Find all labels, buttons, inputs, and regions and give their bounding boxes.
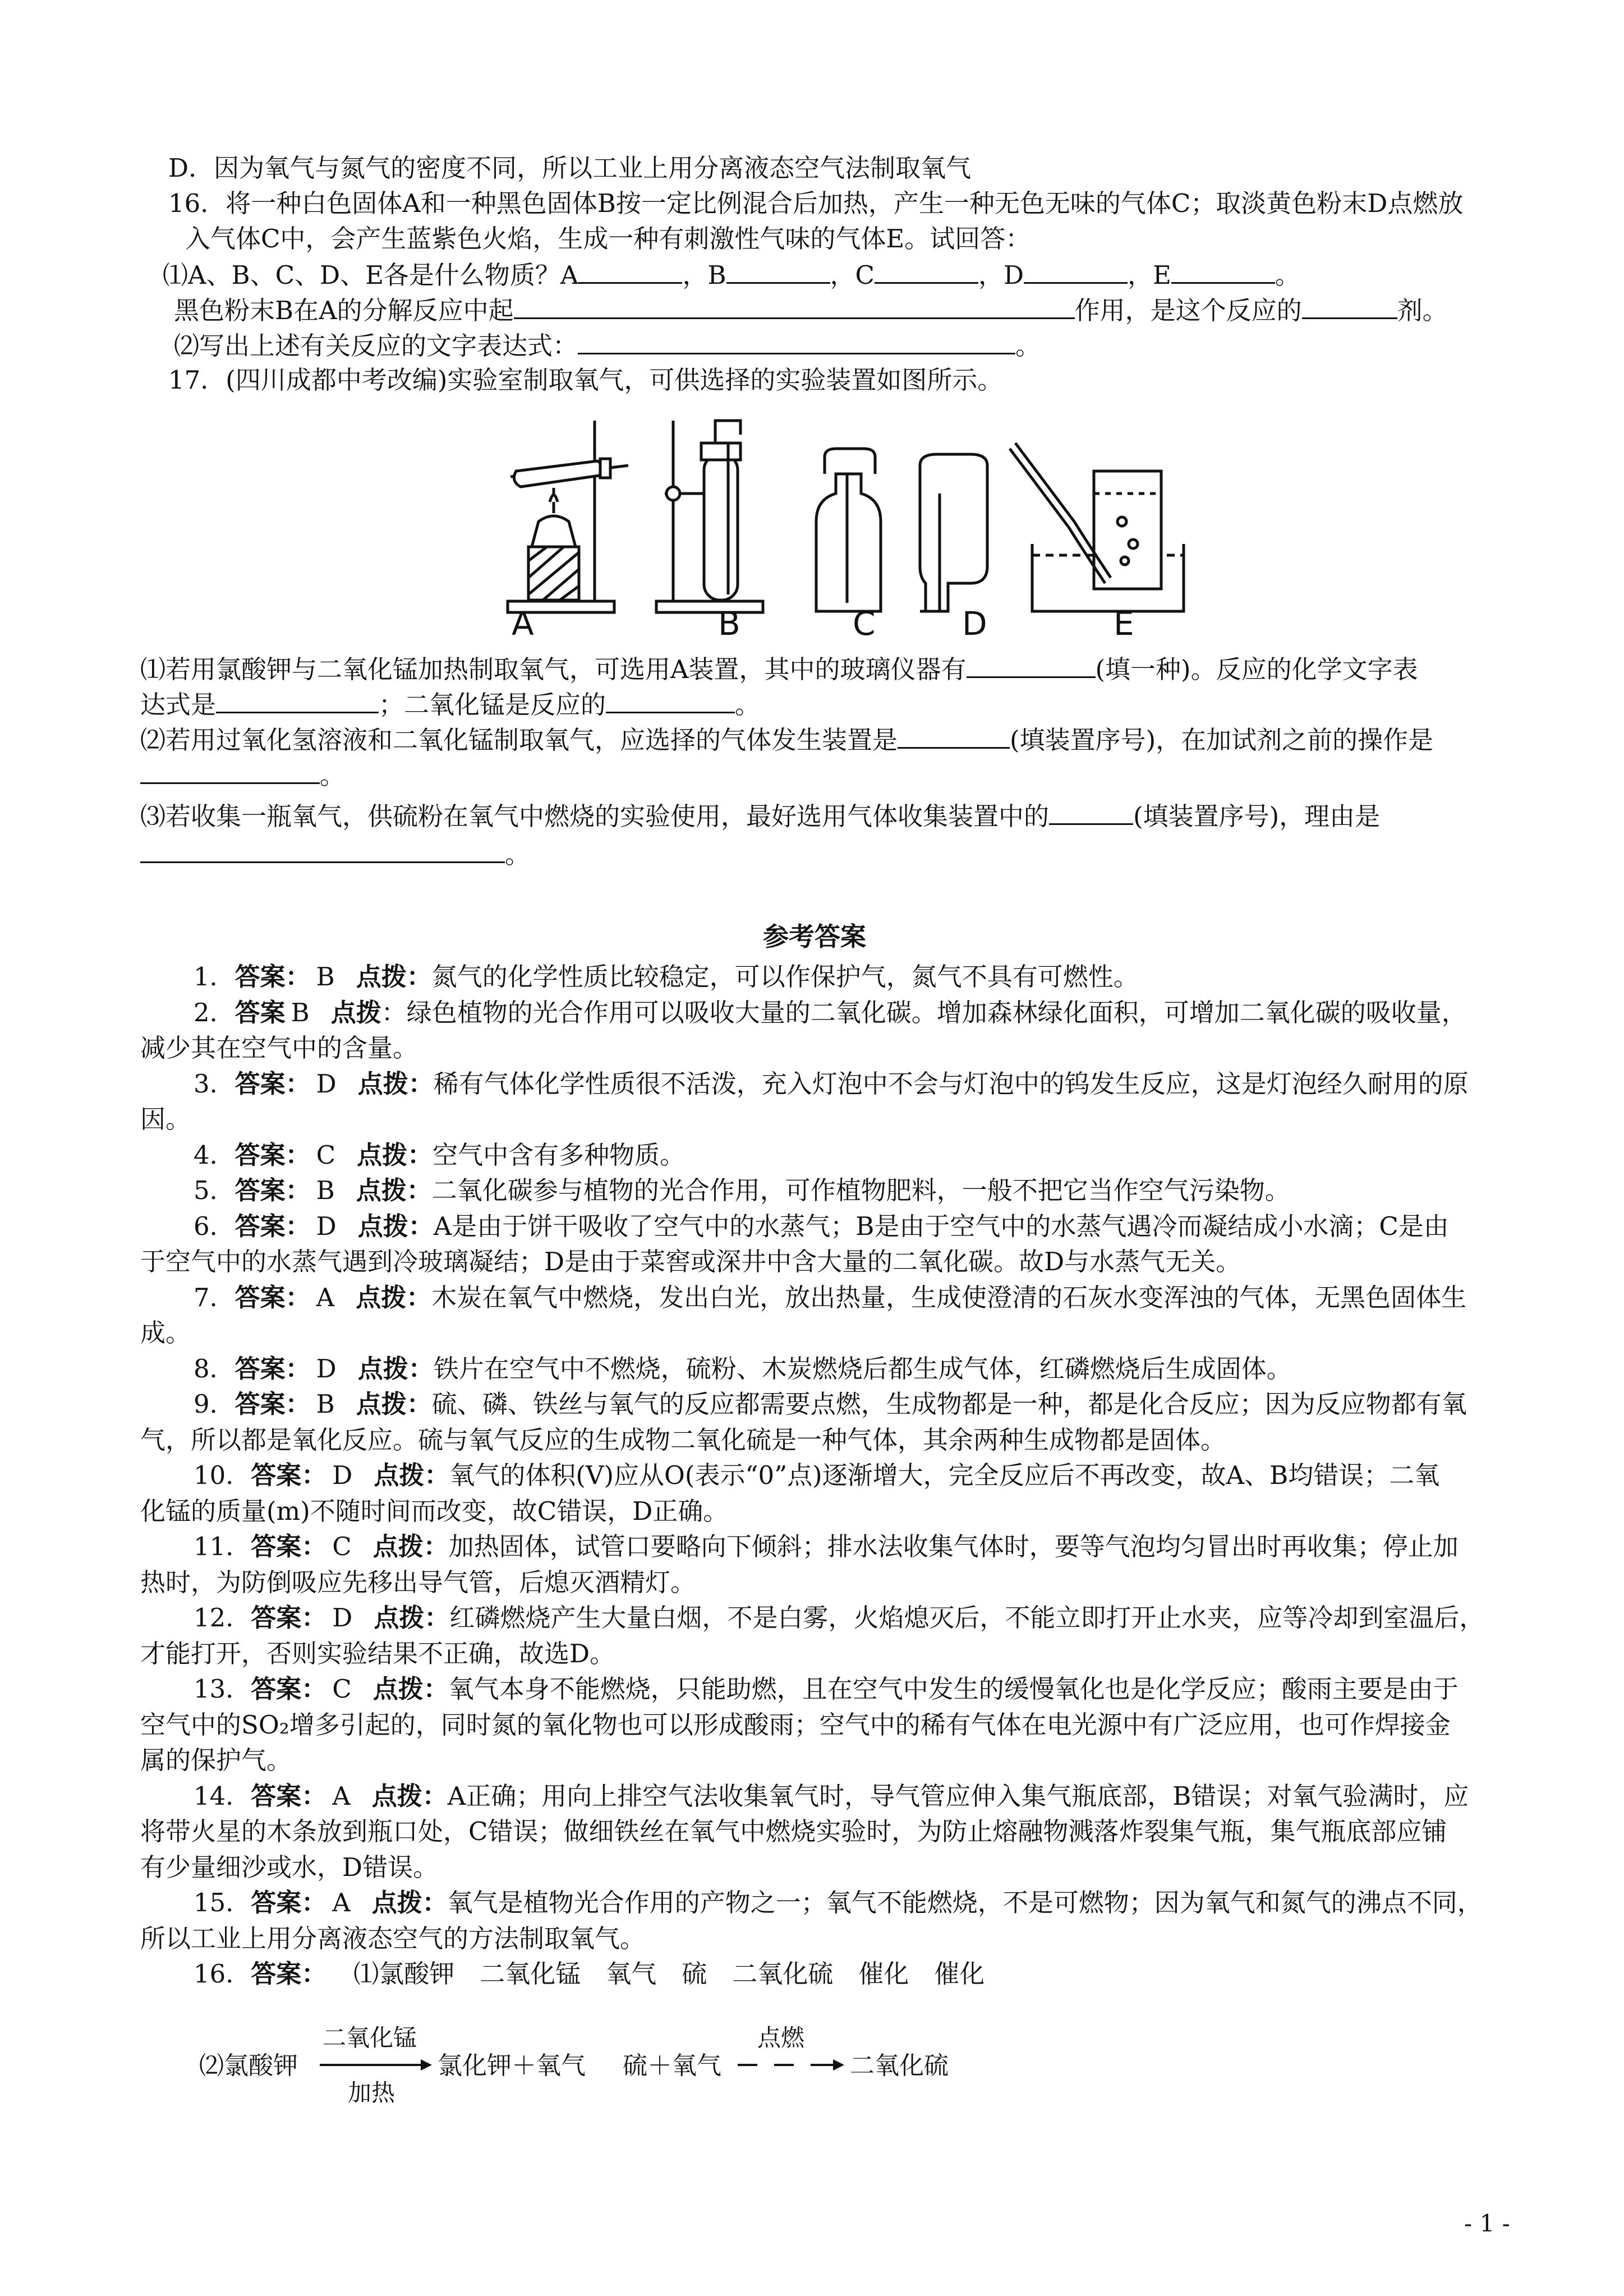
tip-text: 红磷燃烧产生大量白烟，不是白雾，火焰熄灭后，不能立即打开止水夹，应等冷却到室温后， [449, 1603, 1485, 1633]
tip-text: 木炭在氧气中燃烧，发出白光，放出热量，生成使澄清的石灰水变浑浊的气体，无黑色固体生 [431, 1282, 1467, 1312]
answer-number: 14． [194, 1781, 251, 1811]
answer-number: 15． [194, 1888, 251, 1917]
answer-item [194, 1459, 1439, 1492]
answer-blank[interactable] [140, 837, 505, 863]
answer-continuation: 因。 [140, 1104, 191, 1134]
answer-number: 2． [194, 997, 235, 1027]
answer-label: 答案： [234, 1211, 311, 1241]
answer-item [194, 1886, 1483, 1920]
answer-continuation: 于空气中的水蒸气遇到冷玻璃凝结；D是由于菜窖或深井中含大量的二氧化碳。故D与水蒸气无关。 [140, 1247, 1241, 1276]
apparatus-b [656, 421, 763, 612]
figure-label-d: D [962, 605, 987, 643]
answer-number: 16． [194, 1959, 251, 1989]
answer-number: 7． [194, 1282, 235, 1312]
tip-text: 氧气的体积(V)应从O(表示“0”点)逐渐增大，完全反应后不再改变，故A、B均错误；二氧 [449, 1460, 1440, 1490]
answer-continuation: 空气中的SO₂增多引起的，同时氮的氧化物也可以形成酸雨；空气中的稀有气体在电光源中有广泛应用，也可作焊接金 [140, 1709, 1451, 1740]
answer-number: 6． [194, 1211, 235, 1241]
answer-item [194, 1779, 1469, 1813]
answer-blank[interactable] [606, 687, 735, 713]
answer-choice: A [316, 1282, 335, 1312]
q17-sub3-text-b: (填装置序号)，理由是 [1133, 801, 1381, 831]
tip-label: 点拨 [330, 997, 381, 1027]
q16-stem-line2: 入气体C中，会产生蓝紫色火焰，生成一种有刺激性气味的气体E。试回答： [185, 224, 1031, 253]
answer-choice: A [332, 1888, 351, 1917]
tip-label: 点拨： [356, 1389, 432, 1419]
answer-blank[interactable] [514, 293, 1075, 319]
answer-blank[interactable] [578, 257, 682, 284]
answer-blank[interactable] [1171, 257, 1275, 284]
answer-item [194, 996, 1467, 1030]
answer-number: 3． [194, 1068, 235, 1099]
answer-blank[interactable] [578, 328, 1015, 354]
answer-label: 答案： [251, 1674, 327, 1704]
answer-blank[interactable] [216, 687, 379, 713]
answer-label: 答案： [251, 1603, 327, 1633]
answer-choice: B [316, 1175, 335, 1205]
answer-choice: B [316, 1389, 335, 1419]
answer-item [194, 1067, 1469, 1101]
figure-label-c: C [853, 605, 876, 643]
q16-sub1-end: 。 [1275, 260, 1300, 290]
apparatus-a [508, 421, 628, 612]
reaction-arrow-icon [317, 2054, 435, 2076]
tip-text: 氧气本身不能燃烧，只能助燃，且在空气中发生的缓慢氧化也是化学反应；酸雨主要是由于 [448, 1674, 1459, 1704]
answer-item [194, 1957, 984, 1991]
answer-number: 8． [194, 1353, 235, 1384]
q15-option-d: D．因为氧气与氮气的密度不同，所以工业上用分离液态空气法制取氧气 [168, 153, 972, 183]
q16-sub1b-end: 剂。 [1397, 296, 1448, 325]
answer-blank[interactable] [140, 758, 320, 784]
answer-continuation: 化锰的质量(m)不随时间而改变，故C错误，D正确。 [140, 1496, 729, 1526]
answer-item [194, 1601, 1484, 1635]
tip-label: 点拨： [374, 1603, 450, 1633]
page-number: - 1 - [1464, 2210, 1510, 2237]
eq2-condition-top: 点燃 [757, 2024, 805, 2051]
answer-number: 12． [194, 1603, 251, 1633]
q16-sub2-end: 。 [1015, 331, 1041, 361]
answer-label: 答案： [234, 962, 311, 992]
answer-blank[interactable] [1302, 293, 1397, 319]
apparatus-c [816, 449, 881, 611]
q17-sub3-text-a: ⑶若收集一瓶氧气，供硫粉在氧气中燃烧的实验使用，最好选用气体收集装置中的 [140, 801, 1050, 831]
answer-label: 答案： [251, 1888, 327, 1917]
q17-sub1-text-e: 。 [735, 690, 761, 720]
answer-number: 4． [194, 1140, 235, 1170]
q16-sub1b [174, 293, 1448, 328]
answer-choice: A [332, 1781, 351, 1811]
answer-number: 1． [194, 962, 235, 992]
q17-sub2-text-a: ⑵若用过氧化氢溶液和二氧化锰制取氧气，应选择的气体发生装置是 [140, 725, 898, 755]
q17-sub3-line2 [140, 837, 530, 872]
answer-blank[interactable] [726, 257, 830, 284]
answer-label: 答案： [234, 1282, 311, 1312]
answer-label: 答案 [234, 997, 286, 1027]
answer-choice: D [316, 1068, 337, 1099]
answer-number: 9． [194, 1389, 235, 1419]
tip-text: 空气中含有多种物质。 [433, 1140, 686, 1170]
answer-item [194, 1174, 1290, 1207]
q17-sub2-line2 [140, 758, 345, 792]
q17-sub2-text-c: 。 [320, 760, 346, 790]
answer-blank[interactable] [967, 652, 1096, 678]
tip-text: A正确；用向上排空气法收集氧气时，导气管应伸入集气瓶底部，B错误；对氧气验满时，应 [447, 1781, 1469, 1811]
answer-choice: D [332, 1460, 353, 1490]
q16-sub1b-prefix: 黑色粉末B在A的分解反应中起 [174, 296, 514, 325]
answer-blank[interactable] [875, 257, 978, 284]
q16-stem-line1: 16．将一种白色固体A和一种黑色固体B按一定比例混合后加热，产生一种无色无味的气体C；取淡黄色粉末D点燃放 [168, 188, 1464, 218]
tip-text: 铁片在空气中不燃烧，硫粉、木炭燃烧后都生成气体，红磷燃烧后生成固体。 [433, 1353, 1292, 1384]
tip-label: 点拨： [357, 1353, 434, 1384]
q17-sub3-text-c: 。 [505, 840, 531, 869]
tip-label: 点拨： [356, 1175, 432, 1205]
answer-continuation: 才能打开，否则实验结果不正确，故选D。 [140, 1638, 615, 1668]
answer-number: 10． [194, 1460, 251, 1490]
answers-title: 参考答案 [763, 921, 866, 952]
answer-item [194, 1210, 1449, 1243]
answer-choice: D [316, 1353, 337, 1384]
q16-sub1 [163, 257, 1300, 292]
tip-text: 二氧化碳参与植物的光合作用，可作植物肥料，一般不把它当作空气污染物。 [431, 1175, 1290, 1205]
q16-sub1-e: ，E [1128, 260, 1171, 290]
tip-text: 硫、磷、铁丝与氧气的反应都需要点燃，生成物都是一种，都是化合反应；因为反应物都有氧 [431, 1389, 1467, 1419]
q16-sub1-d: ，D [978, 260, 1024, 290]
answer-label: 答案： [234, 1140, 311, 1170]
tip-label: 点拨： [357, 1068, 434, 1099]
answer-continuation: 属的保护气。 [140, 1745, 292, 1775]
figure-label-b: B [718, 605, 740, 643]
q16-sub2-prefix: ⑵写出上述有关反应的文字表达式： [174, 331, 578, 361]
answer-item [194, 1281, 1466, 1315]
answer-number: 11． [194, 1532, 251, 1561]
q16-sub1-c: ，C [830, 260, 875, 290]
q17-sub1-text-b: (填一种)。反应的化学文字表 [1095, 654, 1418, 684]
answer-continuation: 成。 [140, 1318, 191, 1348]
q16-sub1-b: ，B [682, 260, 726, 290]
answer-choice: D [332, 1603, 353, 1633]
answer-choice: B [316, 962, 335, 992]
answer-label: 答案： [251, 1959, 327, 1989]
tip-text: ⑴氯酸钾 二氧化锰 氧气 硫 二氧化硫 催化 催化 [353, 1959, 985, 1989]
eq2-products: 二氧化硫 [850, 2051, 949, 2080]
answer-continuation: 所以工业上用分离液态空气的方法制取氧气。 [140, 1923, 646, 1953]
tip-text: A是由于饼干吸收了空气中的水蒸气；B是由于空气中的水蒸气遇冷而凝结成小水滴；C是由 [433, 1211, 1449, 1241]
answer-choice: B [291, 997, 310, 1027]
answer-item [194, 1387, 1467, 1421]
answer-blank[interactable] [898, 722, 1010, 749]
answer-choice: C [332, 1532, 352, 1561]
tip-text: 稀有气体化学性质很不活泼，充入灯泡中不会与灯泡中的钨发生反应，这是灯泡经久耐用的原 [433, 1068, 1469, 1099]
q17-sub1-line1 [140, 652, 1418, 686]
q16-sub2 [174, 328, 1041, 363]
answer-label: 答案： [251, 1460, 327, 1490]
answer-label: 答案： [234, 1353, 311, 1384]
eq1-condition-top: 二氧化锰 [323, 2024, 417, 2051]
q16-sub1-prefix: ⑴A、B、C、D、E各是什么物质？A [163, 260, 579, 290]
answer-item [194, 1138, 685, 1172]
answer-continuation: 气，所以都是氧化反应。硫与氧气反应的生成物二氧化硫是一种气体，其余两种生成物都是固体。 [140, 1424, 1226, 1455]
apparatus-d [920, 454, 987, 611]
tip-label: 点拨： [371, 1888, 448, 1917]
answer-label: 答案： [251, 1781, 327, 1811]
q17-sub2-line1 [140, 722, 1433, 757]
tip-label: 点拨： [357, 1140, 433, 1170]
eq1-condition-bottom: 加热 [348, 2079, 395, 2106]
answer-choice: D [316, 1211, 337, 1241]
answer-number: 13． [194, 1674, 251, 1704]
q17-sub1-text-c: 达式是 [140, 690, 217, 720]
answer-label: 答案： [234, 1175, 311, 1205]
apparatus-e [1010, 443, 1184, 611]
answer-item [194, 1352, 1292, 1386]
answer-label: 答案： [234, 1068, 311, 1099]
tip-text: ：绿色植物的光合作用可以吸收大量的二氧化碳。增加森林绿化面积，可增加二氧化碳的吸收量， [381, 997, 1467, 1027]
tip-label: 点拨： [356, 1282, 432, 1312]
tip-label: 点拨： [372, 1532, 449, 1561]
eq1-products: 氯化钾＋氧气 [438, 2051, 586, 2080]
reaction-arrow-icon [735, 2054, 847, 2076]
q17-sub3-line1 [140, 799, 1380, 833]
q17-stem: 17．(四川成都中考改编)实验室制取氧气，可供选择的实验装置如图所示。 [168, 365, 1003, 395]
q17-sub2-text-b: (填装置序号)，在加试剂之前的操作是 [1010, 725, 1434, 755]
answer-item [194, 1672, 1459, 1706]
answer-blank[interactable] [1049, 799, 1133, 825]
tip-label: 点拨： [371, 1781, 448, 1811]
tip-text: 氮气的化学性质比较稳定，可以作保护气，氮气不具有可燃性。 [431, 962, 1139, 992]
tip-label: 点拨： [372, 1674, 449, 1704]
answer-item [194, 960, 1139, 994]
tip-label: 点拨： [357, 1211, 434, 1241]
answer-continuation: 减少其在空气中的含量。 [140, 1033, 418, 1063]
answer-item [194, 1530, 1459, 1564]
q16-sub1b-mid: 作用，是这个反应的 [1074, 296, 1302, 325]
tip-label: 点拨： [374, 1460, 450, 1490]
answer-blank[interactable] [1024, 257, 1128, 284]
eq-prefix: ⑵氯酸钾 [199, 2051, 298, 2080]
answer-continuation: 将带火星的木条放到瓶口处，C错误；做细铁丝在氧气中燃烧实验时，为防止熔融物溅落炸裂集气瓶，集气瓶底部应铺 [140, 1816, 1447, 1846]
eq2-reactants: 硫＋氧气 [623, 2051, 721, 2080]
tip-label: 点拨： [356, 962, 432, 992]
tip-text: 加热固体，试管口要略向下倾斜；排水法收集气体时，要等气泡均匀冒出时再收集；停止加 [448, 1532, 1459, 1561]
answer-choice: C [332, 1674, 352, 1704]
answer-continuation: 热时，为防倒吸应先移出导气管，后熄灭酒精灯。 [140, 1567, 696, 1597]
answer-continuation: 有少量细沙或水，D错误。 [140, 1852, 439, 1882]
answer-label: 答案： [251, 1532, 327, 1561]
figure-label-a: A [512, 605, 534, 643]
q17-sub1-line2 [140, 687, 760, 722]
figure-label-e: E [1114, 605, 1134, 643]
answer-number: 5． [194, 1175, 235, 1205]
answer-label: 答案： [234, 1389, 311, 1419]
tip-text: 氧气是植物光合作用的产物之一；氧气不能燃烧，不是可燃物；因为氧气和氮气的沸点不同， [447, 1888, 1483, 1917]
q17-sub1-text-d: ；二氧化锰是反应的 [379, 690, 606, 720]
answer-choice: C [316, 1140, 336, 1170]
q17-sub1-text-a: ⑴若用氯酸钾与二氧化锰加热制取氧气，可选用A装置，其中的玻璃仪器有 [140, 654, 967, 684]
